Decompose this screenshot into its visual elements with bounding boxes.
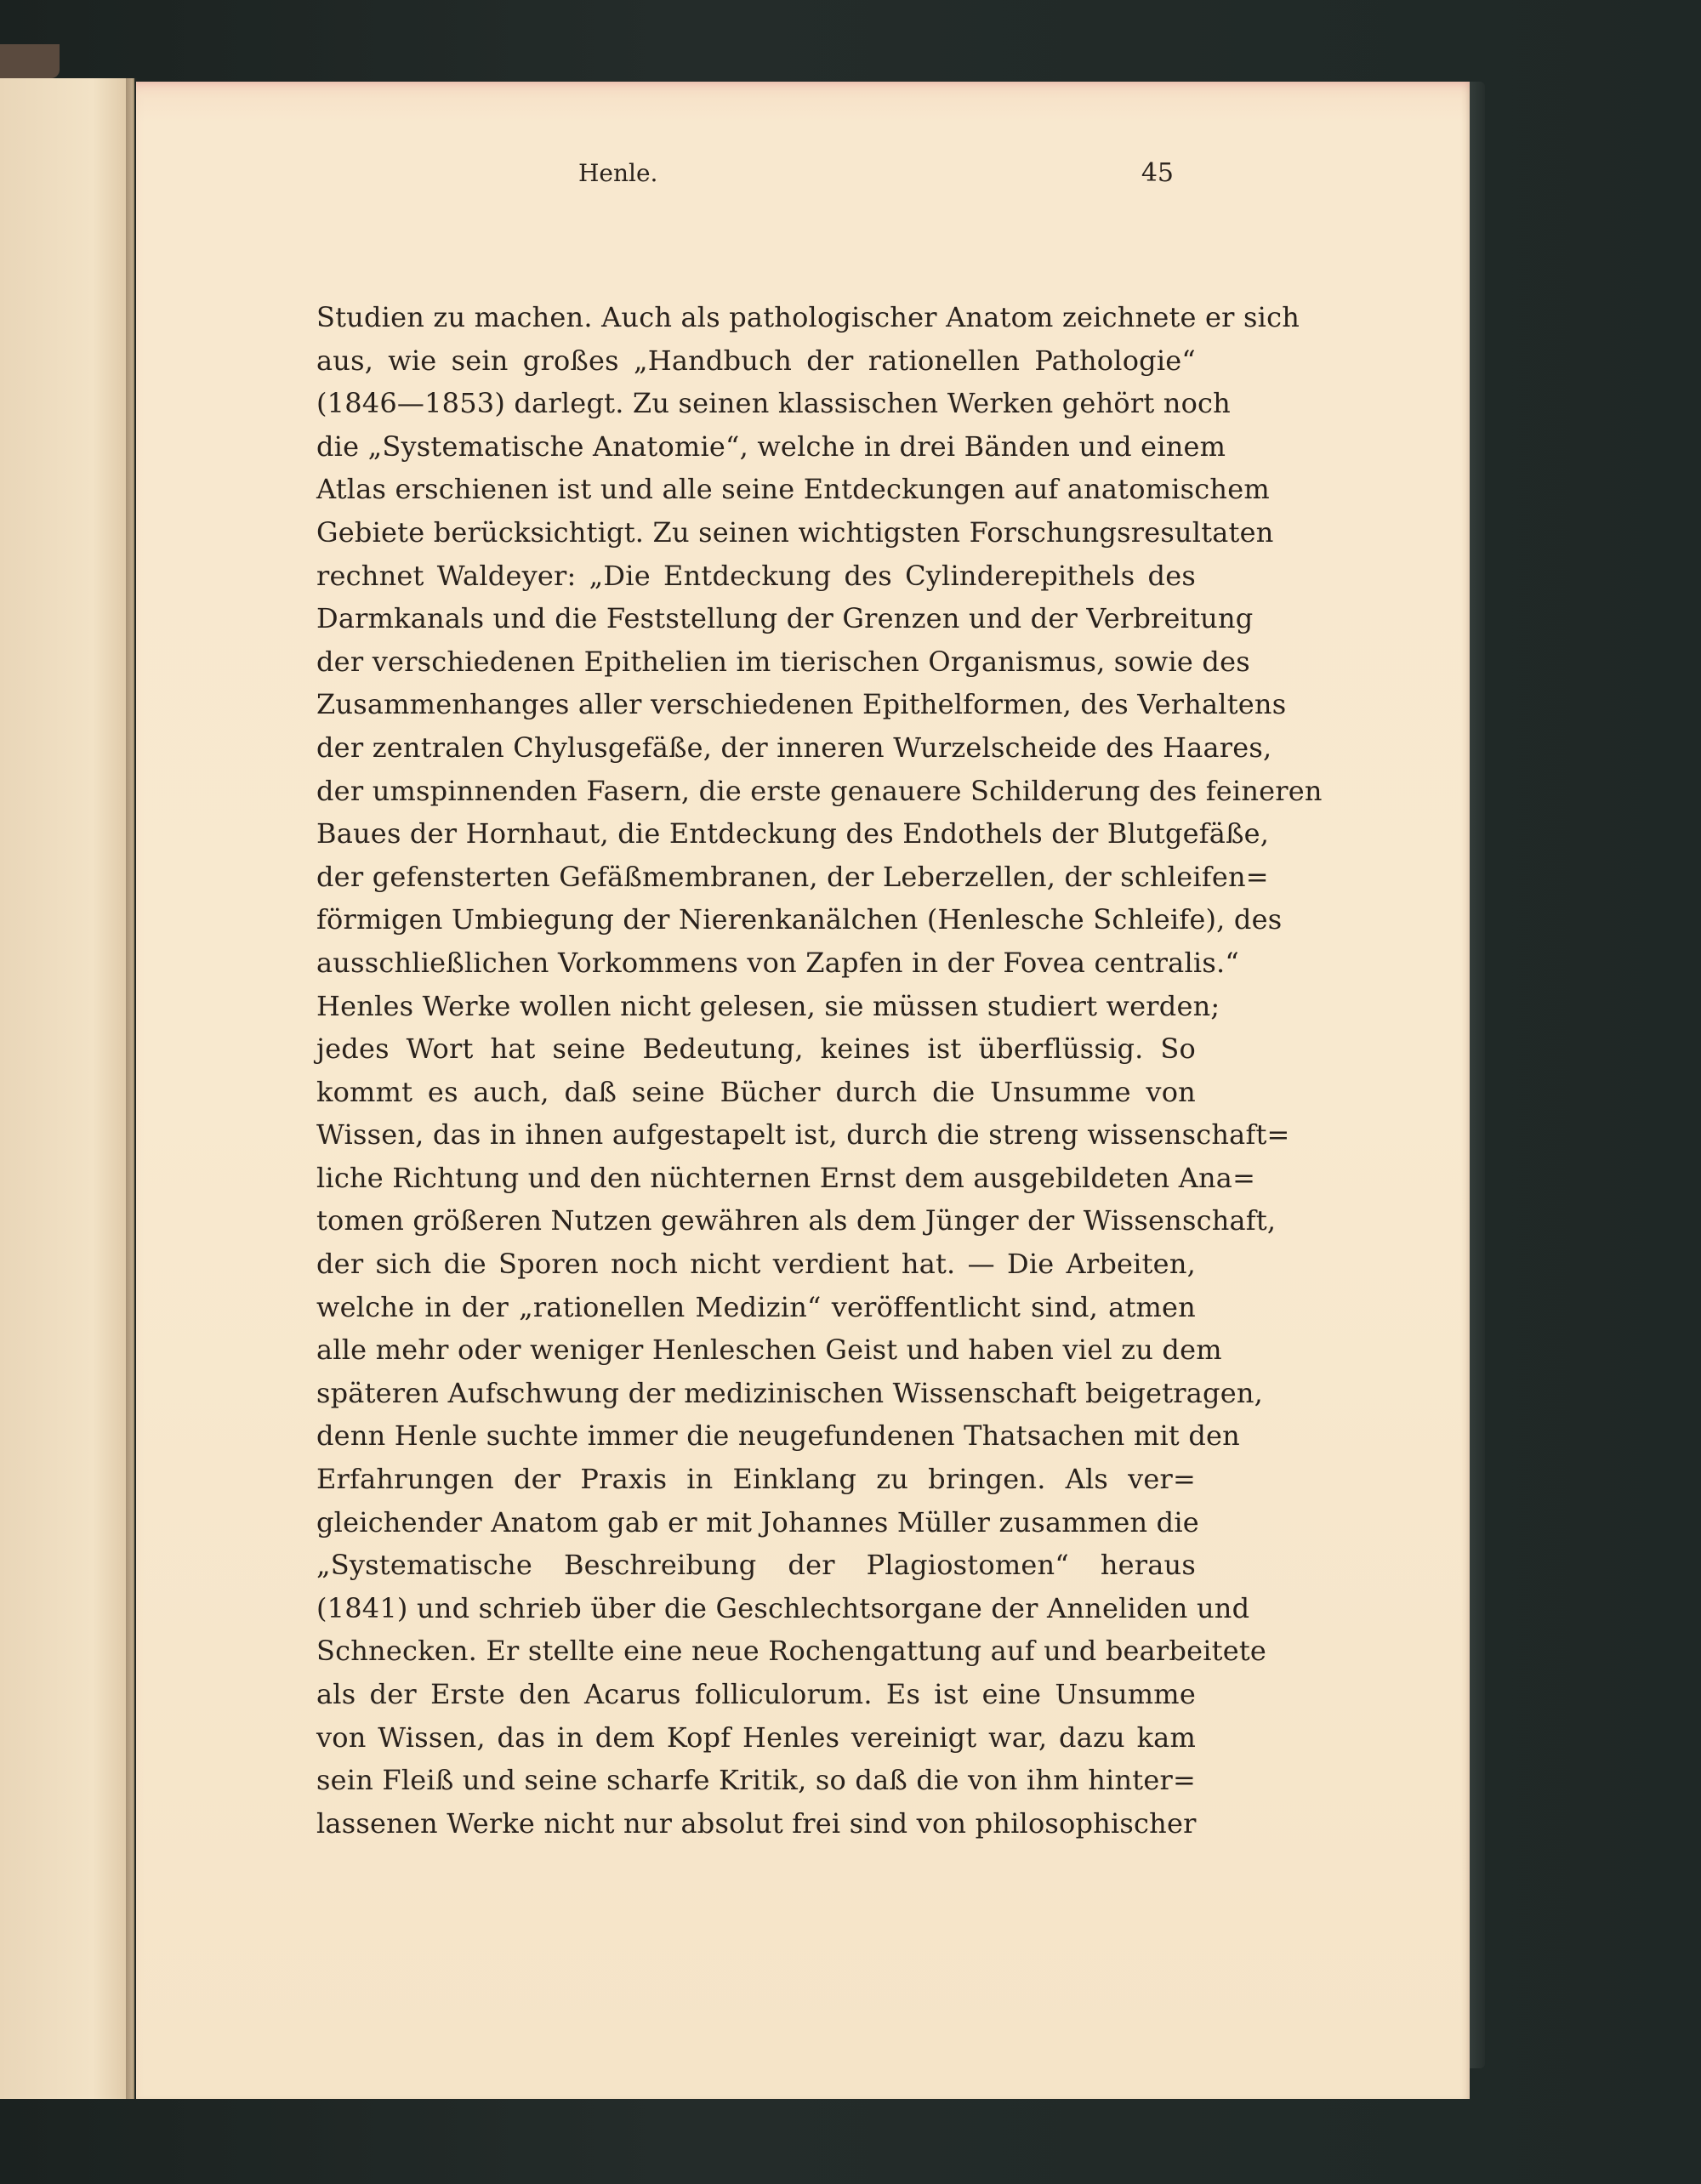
text-line: von Wissen, das in dem Kopf Henles vereinigt war, dazu kam: [316, 1720, 1196, 1754]
text-line: Gebiete berücksichtigt. Zu seinen wichtigsten Forschungsresultaten: [316, 515, 1274, 549]
binding-corner: [0, 44, 60, 78]
text-line: sein Fleiß und seine scharfe Kritik, so daß die von ihm hinter=: [316, 1764, 1196, 1797]
text-line: Atlas erschienen ist und alle seine Entdeckungen auf anatomischem: [316, 473, 1270, 506]
text-line: Schnecken. Er stellte eine neue Rochengattung auf und bearbeitete: [316, 1635, 1267, 1668]
text-line: Erfahrungen der Praxis in Einklang zu bringen. Als ver=: [316, 1463, 1196, 1496]
text-line: alle mehr oder weniger Henleschen Geist und haben viel zu dem: [316, 1334, 1222, 1367]
text-line: welche in der „rationellen Medizin“ veröffentlicht sind, atmen: [316, 1290, 1196, 1323]
text-line: förmigen Umbiegung der Nierenkanälchen (Henlesche Schleife), des: [316, 903, 1283, 936]
text-line: denn Henle suchte immer die neugefundenen Thatsachen mit den: [316, 1419, 1240, 1453]
text-line: als der Erste den Acarus folliculorum. Es ist eine Unsumme: [316, 1678, 1196, 1710]
text-line: lassenen Werke nicht nur absolut frei sind von philosophischer: [316, 1806, 1197, 1840]
text-line: Darmkanals und die Feststellung der Grenzen und der Verbreitung: [316, 602, 1254, 635]
text-line: der zentralen Chylusgefäße, der inneren Wurzelscheide des Haares,: [316, 731, 1272, 764]
text-line: gleichender Anatom gab er mit Johannes Müller zusammen die: [316, 1505, 1199, 1538]
text-line: (1846—1853) darlegt. Zu seinen klassischen Werken gehört noch: [316, 387, 1231, 420]
text-line: ausschließlichen Vorkommens von Zapfen in der Fovea centralis.“: [316, 946, 1239, 979]
running-head: [578, 156, 1174, 191]
text-line: Studien zu machen. Auch als pathologischer Anatom zeichnete er sich: [316, 301, 1300, 333]
text-line: der umspinnenden Fasern, die erste genauere Schilderung des feineren: [316, 774, 1323, 807]
text-line: späteren Aufschwung der medizinischen Wissenschaft beigetragen,: [316, 1376, 1264, 1409]
text-line: tomen größeren Nutzen gewähren als dem Jünger der Wissenschaft,: [316, 1204, 1277, 1237]
text-line: jedes Wort hat seine Bedeutung, keines ist überflüssig. So: [316, 1032, 1196, 1066]
body-text: [316, 296, 1323, 1845]
text-line: (1841) und schrieb über die Geschlechtsorgane der Anneliden und: [316, 1591, 1250, 1624]
text-line: rechnet Waldeyer: „Die Entdeckung des Cylinderepithels des: [316, 559, 1196, 592]
text-line: die „Systematische Anatomie“, welche in drei Bänden und einem: [316, 429, 1226, 463]
text-line: der sich die Sporen noch nicht verdient hat. — Die Arbeiten,: [316, 1248, 1196, 1281]
text-line: aus, wie sein großes „Handbuch der rationellen Pathologie“: [316, 344, 1196, 377]
text-line: Henles Werke wollen nicht gelesen, sie müssen studiert werden;: [316, 989, 1220, 1022]
text-line: kommt es auch, daß seine Bücher durch die Unsumme von: [316, 1075, 1196, 1108]
page-number: 45: [1141, 158, 1174, 188]
text-line: der gefensterten Gefäßmembranen, der Leberzellen, der schleifen=: [316, 860, 1269, 893]
running-head-title: Henle.: [578, 159, 658, 187]
text-line: Baues der Hornhaut, die Entdeckung des Endothels der Blutgefäße,: [316, 817, 1270, 850]
left-page-edge: [0, 78, 134, 2099]
text-line: Wissen, das in ihnen aufgestapelt ist, durch die streng wissenschaft=: [316, 1118, 1290, 1152]
text-line: Zusammenhanges aller verschiedenen Epithelformen, des Verhaltens: [316, 688, 1287, 721]
text-line: der verschiedenen Epithelien im tierischen Organismus, sowie des: [316, 645, 1250, 678]
text-line: liche Richtung und den nüchternen Ernst dem ausgebildeten Ana=: [316, 1161, 1256, 1194]
text-line: „Systematische Beschreibung der Plagiostomen“ heraus: [316, 1549, 1196, 1582]
